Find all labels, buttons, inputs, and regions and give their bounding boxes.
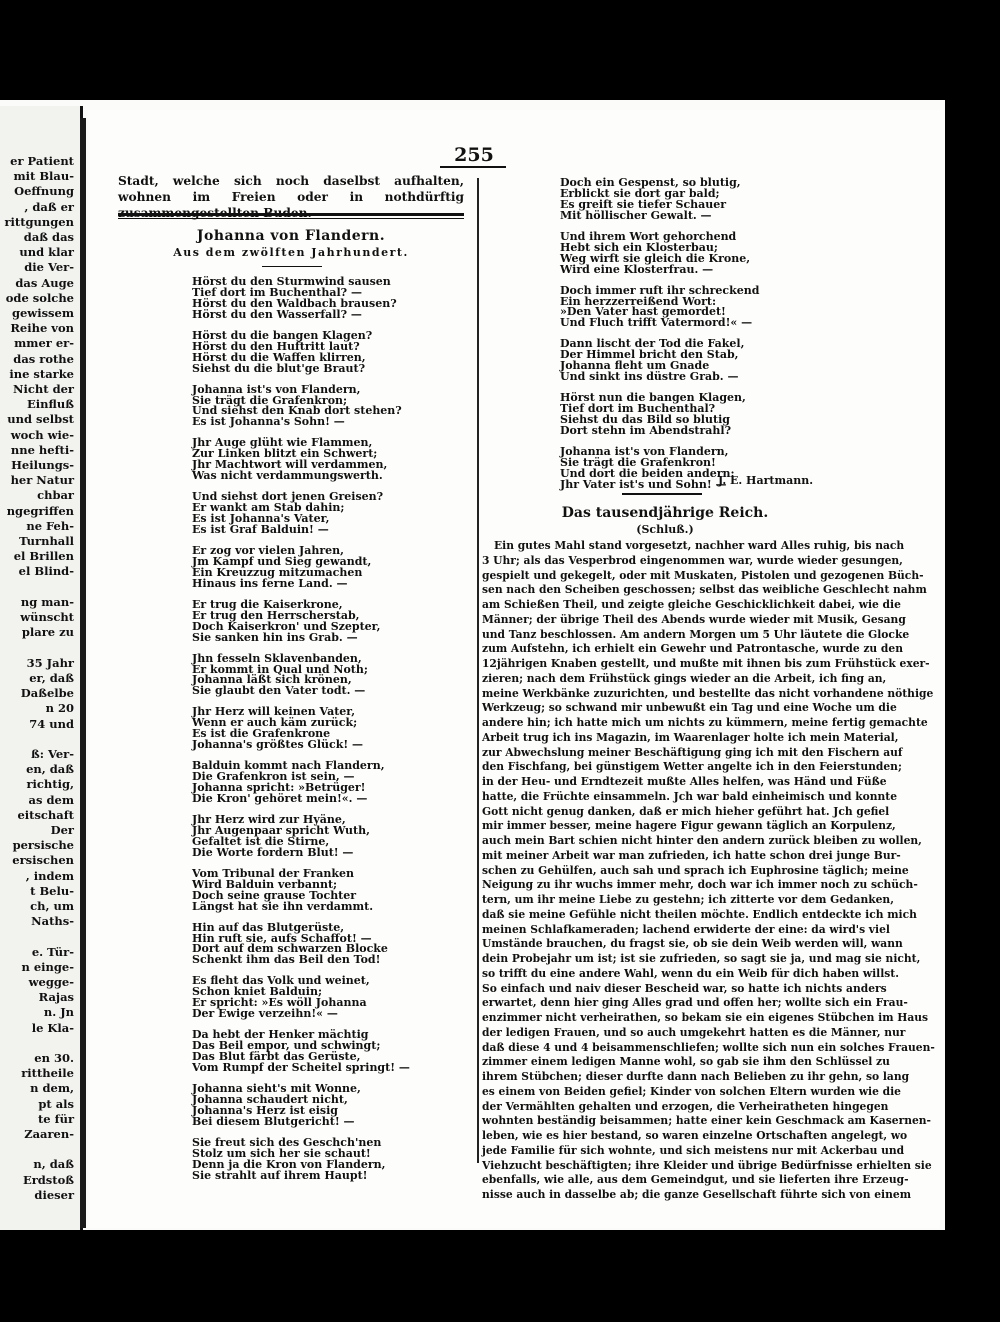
poem-line: Hörst du die Waffen klirren,	[192, 350, 366, 364]
article-separator	[622, 493, 702, 495]
article-line: daß diese 4 und 4 beisammenschliefen; wollte sich nun ein solches Frauen-	[482, 1040, 935, 1054]
fragment-line: rittgungen	[4, 214, 74, 229]
poem-line: Der Ewige verzeihn!« —	[192, 1007, 338, 1021]
intro-paragraph: Stadt, welche sich noch daselbst aufhalten, wohnen im Freien oder in nothdürftig	[118, 174, 464, 204]
poem-stanza	[192, 976, 492, 1020]
article-line: ebenfalls, wie alle, aus dem Gemeindgut, und sie lieferten ihre Erzeug-	[482, 1173, 909, 1187]
poem-stanza	[192, 707, 492, 751]
article-line: jede Familie für sich wohnte, und sich meistens nur mit Ackerbau und	[482, 1143, 905, 1157]
fragment-line: ch, um	[30, 898, 74, 913]
article-line: 3 Uhr; als das Vesperbrod eingenommen war, wurde wieder gesungen,	[482, 553, 903, 567]
fragment-line: ode solche	[5, 290, 74, 305]
poem-line: Hörst du die bangen Klagen?	[192, 328, 373, 342]
poem-line: Siehst du die blut'ge Braut?	[192, 361, 366, 375]
poem-line: Und Fluch trifft Vatermord!« —	[560, 316, 753, 330]
article-line: erwartet, denn hier ging Alles grad und offen her; wollte sich ein Frau-	[482, 996, 908, 1010]
fragment-line: plare zu	[21, 625, 74, 640]
fragment-line: el Blind-	[18, 564, 74, 579]
poem-line: Sie freut sich des Geschch'nen	[192, 1135, 382, 1149]
fragment-line: ng man-	[20, 594, 74, 609]
article-line: enzimmer nicht verheirathen, so bekam sie ein eigenes Stübchen im Haus	[482, 1011, 929, 1024]
article-line: Neigung zu ihr wuchs immer mehr, doch war ich immer noch zu schüch-	[482, 878, 918, 892]
poem-line: Es ist Johanna's Vater,	[192, 512, 330, 525]
poem-line: Sie trägt die Grafenkron!	[560, 455, 716, 469]
poem-line: Sie strahlt auf ihrem Haupt!	[192, 1168, 368, 1182]
poem-stanza	[192, 597, 492, 644]
poem-line: Da hebt der Henker mächtig	[192, 1028, 369, 1042]
previous-page-fragment	[0, 106, 83, 1230]
fragment-line: e. Tür-	[31, 944, 74, 959]
poem-stanza	[192, 328, 492, 375]
poem-line: Hörst du den Wasserfall? —	[192, 307, 362, 321]
fragment-line: wegge-	[28, 974, 74, 989]
fragment-line: chbar	[37, 488, 74, 503]
poem-line: Gefaltet ist die Stirne,	[192, 834, 330, 848]
article-line: am Schießen Theil, und zeigte gleiche Geschicklichkeit dabei, wie die	[482, 598, 901, 611]
fragment-line: her Natur	[10, 473, 74, 488]
poem-line: Es fleht das Volk und weinet,	[192, 974, 370, 988]
poem-line: Und sinkt ins düstre Grab. —	[560, 370, 739, 384]
fragment-line: as dem	[28, 792, 74, 807]
fragment-line: Oeffnung	[14, 184, 74, 199]
poem-line: Die Worte fordern Blut! —	[192, 845, 354, 859]
fragment-line: woch wie-	[10, 427, 74, 442]
article-line: und Tanz beschlossen. Am andern Morgen um 5 Uhr läutete die Glocke	[482, 627, 910, 641]
page-number-rule	[440, 166, 506, 168]
poem-line: Hörst du den Huftritt laut?	[192, 339, 360, 353]
poem-line: Tief dort im Buchenthal?	[560, 402, 716, 416]
fragment-line: en 30.	[34, 1050, 74, 1065]
fragment-spacer	[0, 106, 80, 154]
poem-line: Es ist die Grafenkrone	[192, 727, 331, 741]
poem-line: Ein herzzerreißend Wort:	[560, 294, 717, 308]
fragment-line: Turnhall	[19, 534, 74, 549]
article-title: Das tausendjährige Reich.	[561, 505, 769, 521]
poem-line: Schenkt ihm das Beil den Tod!	[192, 953, 381, 967]
article-body	[482, 539, 935, 1203]
fragment-line: Naths-	[31, 914, 74, 929]
poem-stanza	[192, 651, 492, 698]
fragment-line: und selbst	[7, 412, 74, 427]
fragment-line	[0, 641, 80, 656]
poem-line: Mit höllischer Gewalt. —	[560, 208, 712, 222]
poem-line: Johanna's Herz ist eisig	[192, 1103, 338, 1117]
fragment-line: wünscht	[20, 610, 74, 625]
poem-line: Johanna spricht: »Betrüger!	[192, 781, 366, 794]
fragment-line: das Auge	[15, 275, 74, 290]
poem-title-rule	[262, 266, 322, 267]
fragment-line: n. Jn	[43, 1005, 74, 1020]
poem-line: Jhr Vater ist's und Sohn! —	[560, 477, 727, 491]
poem-stanza	[192, 277, 492, 321]
article-line: den Fischfang, bei günstigem Wetter angelte ich in den Feierstunden;	[482, 760, 902, 774]
article-line: sen nach den Scheiben geschossen; selbst das weibliche Geschlecht nahm	[482, 583, 927, 597]
fragment-line: Erdstoß	[22, 1172, 74, 1187]
poem-stanza	[192, 1030, 492, 1074]
fragment-line	[0, 732, 80, 747]
poem-line: Jhn fesseln Sklavenbanden,	[192, 651, 362, 665]
poem-line: Dort stehn im Abendstrahl?	[560, 423, 732, 437]
fragment-line: en, daß	[26, 762, 74, 777]
article-line: zieren; nach dem Frühstück gings wieder an die Arbeit, ich fing an,	[482, 671, 887, 685]
poem-stanza	[192, 761, 492, 805]
section-rule-thin	[118, 218, 464, 219]
fragment-line: gewissem	[11, 306, 74, 321]
article-line: es einem von Beiden gefiel; Kinder von solchen Eltern wurden wie die	[482, 1084, 901, 1098]
poem-line: Jhr Augenpaar spricht Wuth,	[192, 823, 370, 837]
poem-line: Die Kron' gehöret mein!«. —	[192, 791, 368, 805]
poem-line: Vom Rumpf der Scheitel springt! —	[192, 1060, 410, 1074]
fragment-line: ersischen	[12, 853, 74, 868]
fragment-line: , daß er	[24, 199, 74, 214]
article-line: hatte, die Früchte einsammeln. Jch war bald einheimisch und konnte	[482, 789, 898, 803]
fragment-line	[0, 1142, 80, 1157]
fragment-line: mmer er-	[14, 336, 74, 351]
poem-line: Jhr Machtwort will verdammen,	[192, 458, 388, 472]
article-line: gespielt und gekegelt, oder mit Muskaten, Pistolen und gezogenen Büch-	[482, 568, 924, 582]
article-line: Viehzucht beschäftigten; ihre Kleider und übrige Bedürfnisse erhielten sie	[482, 1158, 932, 1172]
poem-line: Doch immer ruft ihr schreckend	[560, 283, 760, 297]
poem-line: Er trug den Herrscherstab,	[192, 608, 360, 622]
poem-line: Doch Kaiserkron' und Szepter,	[192, 619, 381, 633]
article-line: mir immer besser, meine hagere Figur gewann täglich an Korpulenz,	[482, 819, 896, 833]
poem-line: Er spricht: »Es wöll Johanna	[192, 996, 367, 1010]
poem-line: Jm Kampf und Sieg gewandt,	[192, 554, 372, 568]
poem-line: Johanna läßt sich krönen,	[192, 673, 352, 687]
poem-line: Johanna's größtes Glück! —	[192, 738, 364, 752]
fragment-line: ß: Ver-	[30, 746, 74, 761]
fragment-line: Einfluß	[27, 397, 74, 412]
fragment-line: 35 Jahr	[26, 655, 74, 670]
poem-author: J. E. Hartmann.	[718, 474, 814, 487]
fragment-line: ngegriffen	[6, 503, 74, 518]
poem-line: Johanna sieht's mit Wonne,	[192, 1082, 361, 1095]
poem-line: Johanna fleht um Gnade	[560, 359, 710, 373]
poem-line: Und dort die beiden andern:	[560, 466, 735, 480]
article-line: Ein gutes Mahl stand vorgesetzt, nachher ward Alles ruhig, bis nach	[494, 539, 905, 552]
poem-line: Denn ja die Kron von Flandern,	[192, 1157, 386, 1171]
article-line: wohnten beständig beisammen; hatte einer kein Geschmack am Kasernen-	[482, 1114, 931, 1128]
poem-line: Schon kniet Balduin;	[192, 985, 323, 999]
poem-line: Doch ein Gespenst, so blutig,	[560, 176, 741, 189]
poem-stanza	[560, 283, 860, 330]
poem-line: Jhr Herz will keinen Vater,	[192, 705, 356, 719]
fragment-line: das rothe	[13, 351, 74, 366]
fragment-line: nne hefti-	[10, 442, 74, 457]
fragment-line: n 20	[45, 701, 74, 716]
fragment-line: persische	[12, 838, 74, 853]
fragment-line: Der	[50, 822, 74, 837]
article-line: 12jährigen Knaben gestellt, und mußte mit ihnen bis zum Frühstück exer-	[482, 657, 930, 670]
poem-line: Sie trägt die Grafenkron;	[192, 393, 348, 407]
poem-line: Er zog vor vielen Jahren,	[192, 544, 344, 557]
poem-line: Er trug die Kaiserkrone,	[192, 597, 343, 611]
article-line: ihrem Stübchen; dieser durfte dann nach Belieben zu ihr gehn, so lang	[482, 1070, 910, 1083]
fragment-line: n dem,	[30, 1081, 74, 1096]
poem-line: Doch seine grause Tochter	[192, 888, 357, 902]
article-line: mit meiner Arbeit war man zufrieden, ich hatte schon drei junge Bur-	[482, 848, 901, 862]
fragment-line: n einge-	[21, 959, 74, 974]
poem-stanza	[192, 1084, 492, 1128]
poem-line: Und ihrem Wort gehorchend	[560, 229, 737, 243]
poem-line: »Den Vater hast gemordet!	[560, 305, 726, 319]
poem-title: Johanna von Flandern.	[196, 228, 386, 244]
article-line: meinen Schlafkameraden; lachend erwiderte der eine: da wird's viel	[482, 922, 890, 936]
poem-line: Das Blut färbt das Gerüste,	[192, 1050, 361, 1063]
poem-line: Johanna schaudert nicht,	[192, 1092, 348, 1106]
fragment-line	[0, 580, 80, 595]
fragment-line: er, daß	[29, 670, 74, 685]
poem-line: Erblickt sie dort gar bald;	[560, 186, 720, 200]
article-line: So einfach und naiv dieser Bescheid war, so hatte ich nichts anders	[482, 981, 887, 995]
article-line: zum Aufstehn, ich erhielt ein Gewehr und Patrontasche, wurde zu den	[482, 642, 903, 656]
poem-line: Dort auf dem schwarzen Blocke	[192, 942, 388, 956]
poem-stanza	[192, 815, 492, 859]
fragment-line: , indem	[25, 868, 74, 883]
poem-line: Es ist Graf Balduin! —	[192, 522, 329, 536]
poem-line: Und siehst dort jenen Greisen?	[192, 490, 384, 504]
fragment-line: Zaaren-	[24, 1127, 74, 1141]
article-line: schen zu Gehülfen, auch sah und sprach ich Euphrosine täglich; meine	[482, 863, 909, 877]
poem-line: Hörst du den Sturmwind sausen	[192, 275, 391, 288]
poem-line: Hörst nun die bangen Klagen,	[560, 391, 746, 405]
article-line: in der Heu- und Erndtezeit mußte Alles helfen, was Händ und Füße	[482, 775, 887, 788]
article-line: daß sie meine Gefühle nicht theilen möchte. Endlich entdeckte ich mich	[482, 907, 917, 921]
book-gutter	[80, 118, 86, 1228]
poem-stanza	[560, 178, 860, 222]
article-line: Arbeit trug ich ins Magazin, im Waarenlager holte ich mein Material,	[482, 730, 899, 744]
poem-stanza	[560, 393, 860, 437]
poem-line: Jhr Herz wird zur Hyäne,	[192, 813, 346, 826]
poem-line: Johanna ist's von Flandern,	[560, 445, 729, 458]
fragment-line: Nicht der	[13, 382, 74, 397]
poem-line: Der Himmel bricht den Stab,	[560, 348, 739, 362]
poem-subtitle: Aus dem zwölften Jahrhundert.	[173, 246, 409, 259]
article-line: leben, wie es hier bestand, so waren einzelne Ortschaften angelegt, wo	[482, 1129, 908, 1142]
poem-stanza	[560, 339, 860, 383]
article-line: Werkzeug; so schwand mir unbewußt ein Tag und eine Woche um die	[482, 701, 897, 715]
fragment-line	[0, 929, 80, 944]
poem-line: Und siehst den Knab dort stehen?	[192, 404, 402, 418]
poem-line: Hebt sich ein Klosterbau;	[560, 240, 718, 254]
poem-line: Bei diesem Blutgericht! —	[192, 1114, 355, 1128]
article-line: meine Werkbänke zuzurichten, und bestellte das nicht vorhandene nöthige	[482, 686, 934, 700]
poem-line: Hin ruft sie, aufs Schaffot! —	[192, 931, 372, 945]
poem-line: Stolz um sich her sie schaut!	[192, 1146, 371, 1160]
poem-line: Es ist Johanna's Sohn! —	[192, 415, 345, 429]
poem-stanza	[192, 492, 492, 536]
poem-stanza	[192, 438, 492, 482]
poem-stanza	[192, 866, 492, 913]
poem-line: Er kommt in Qual und Noth;	[192, 662, 368, 676]
poem-stanza	[560, 447, 860, 491]
article-line: auch mein Bart schien nicht hinter den andern zurück bleiben zu wollen,	[482, 834, 922, 847]
fragment-line: t Belu-	[30, 883, 74, 898]
article-line: Männer; der übrige Theil des Abends wurde wieder mit Musik, Gesang	[482, 612, 906, 626]
poem-stanza	[192, 1135, 492, 1182]
fragment-line: 74 und	[29, 716, 74, 731]
poem-line: Hörst du den Waldbach brausen?	[192, 296, 397, 310]
poem-line: Balduin kommt nach Flandern,	[192, 759, 385, 773]
fragment-line: Heilungs-	[11, 458, 74, 473]
article-line: so trifft du eine andere Wahl, wenn du ein Weib für dich haben willst.	[482, 966, 899, 980]
poem-stanza	[192, 546, 492, 590]
poem-line: Hin auf das Blutgerüste,	[192, 920, 345, 934]
article-line: der Vermählten gehalten und erzogen, die Verheiratheten hingegen	[482, 1099, 889, 1113]
poem-line: Dann lischt der Tod die Fakel,	[560, 337, 745, 351]
fragment-line: daß das	[23, 230, 74, 245]
poem-line: Jhr Auge glüht wie Flammen,	[192, 436, 373, 450]
fragment-line: ine starke	[9, 366, 74, 381]
poem-line: Zur Linken blitzt ein Schwert;	[192, 447, 378, 461]
poem-line: Hinaus ins ferne Land. —	[192, 576, 348, 590]
poem-line: Vom Tribunal der Franken	[192, 866, 354, 880]
fragment-line: mit Blau-	[13, 169, 74, 184]
fragment-line: und klar	[19, 245, 74, 260]
poem-line: Tief dort im Buchenthal? —	[192, 285, 362, 299]
poem-line: Wird Balduin verbannt;	[192, 877, 338, 891]
article-line: zur Abwechslung meiner Beschäftigung ging ich mit den Fischern auf	[482, 745, 903, 759]
article-line: dein Probejahr um ist; ist sie zufrieden, so sagt sie ja, und mag sie nicht,	[482, 952, 921, 965]
poem-line: Die Grafenkron ist sein, —	[192, 770, 355, 784]
article-line: nisse auch in dasselbe ab; die ganze Gesellschaft führte sich von einem	[482, 1188, 911, 1201]
article-line: zimmer einem ledigen Manne wohl, so gab sie ihm den Schlüssel zu	[482, 1055, 890, 1069]
poem-line: Johanna ist's von Flandern,	[192, 382, 361, 396]
fragment-line: dieser	[34, 1187, 74, 1202]
poem-line: Das Beil empor, und schwingt;	[192, 1039, 381, 1053]
fragment-line: te für	[38, 1111, 74, 1126]
poem-line: Sie sanken hin ins Grab. —	[192, 630, 358, 644]
poem-stanza	[192, 382, 492, 429]
article-line: tern, um ihr meine Liebe zu gestehn; ich zitterte vor dem Gedanken,	[482, 893, 894, 906]
fragment-line: die Ver-	[24, 260, 74, 275]
fragment-line: Daßelbe	[20, 686, 74, 701]
poem-line: Siehst du das Bild so blutig	[560, 413, 730, 426]
fragment-line: el Brillen	[13, 549, 74, 564]
poem-line: Sie glaubt den Vater todt. —	[192, 684, 366, 698]
fragment-line: n, daß	[33, 1157, 74, 1172]
article-line: Gott nicht genug danken, daß er mich hieher geführt hat. Jch gefiel	[482, 804, 890, 818]
article-line: andere hin; ich hatte mich um nichts zu kümmern, meine fertig gemachte	[482, 716, 928, 729]
fragment-line	[0, 1036, 80, 1051]
poem-stanza	[192, 920, 492, 967]
poem-line: Längst hat sie ihn verdammt.	[192, 899, 374, 913]
poem-line: Ein Kreuzzug mitzumachen	[192, 565, 363, 579]
poem-line: Er wankt am Stab dahin;	[192, 501, 345, 515]
fragment-line: Reihe von	[10, 321, 74, 336]
fragment-line: richtig,	[26, 777, 74, 792]
article-line: der ledigen Frauen, und so auch umgekehrt hatten es die Männer, nur	[482, 1025, 906, 1039]
article-subtitle: (Schluß.)	[636, 523, 694, 536]
fragment-line: pt als	[38, 1096, 74, 1111]
poem-line: Weg wirft sie gleich die Krone,	[560, 251, 751, 265]
article-line: Umstände brauchen, du fragst sie, ob sie dein Weib werden will, wann	[482, 937, 903, 951]
page-number: 255	[454, 144, 494, 166]
fragment-line: le Kla-	[31, 1020, 74, 1035]
poem-line: Es greift sie tiefer Schauer	[560, 197, 727, 211]
poem-line: Wird eine Klosterfrau. —	[560, 262, 714, 276]
poem-line: Was nicht verdammungswerth.	[192, 469, 383, 483]
section-rule-thick	[118, 213, 464, 216]
fragment-line: ne Feh-	[26, 518, 74, 533]
fragment-line: rittheile	[21, 1066, 74, 1081]
poem-line: Wenn er auch käm zurück;	[192, 716, 358, 730]
fragment-line: er Patient	[10, 154, 74, 168]
poem-stanza	[560, 229, 860, 276]
fragment-line: Rajas	[38, 990, 74, 1005]
fragment-line: eitschaft	[17, 807, 74, 822]
